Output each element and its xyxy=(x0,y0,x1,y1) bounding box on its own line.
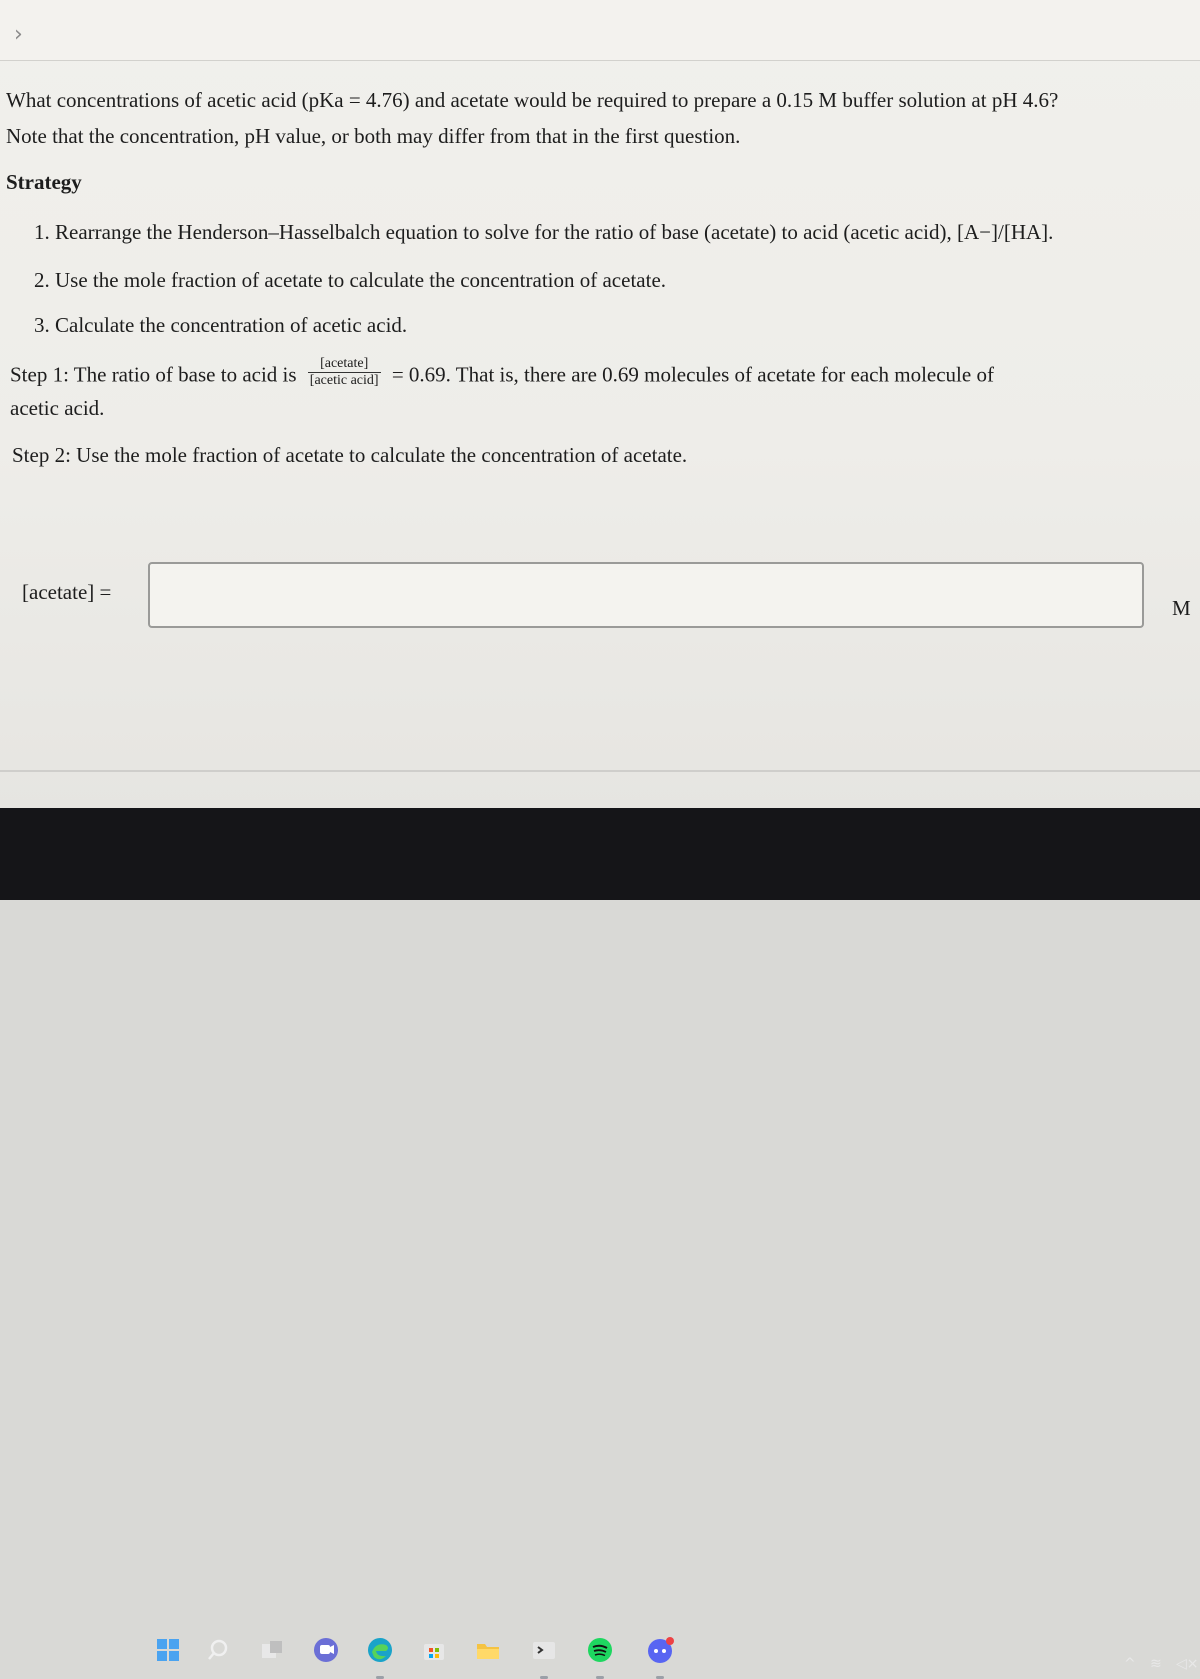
spotify-icon[interactable] xyxy=(586,1636,614,1664)
strategy-step-3: 3. Calculate the concentration of acetic acid. xyxy=(34,313,408,337)
step1-suffix: = 0.69. That is, there are 0.69 molecules of acetate for each molecule of xyxy=(391,362,994,387)
task-view-icon[interactable] xyxy=(258,1636,286,1664)
search-icon[interactable] xyxy=(204,1636,232,1664)
chevron-right-icon[interactable]: › xyxy=(14,22,23,47)
terminal-icon[interactable] xyxy=(530,1636,558,1664)
windows-start-icon[interactable] xyxy=(154,1636,182,1664)
top-toolbar xyxy=(0,0,1200,61)
strategy-step-2: 2. Use the mole fraction of acetate to calculate the concentration of acetate. xyxy=(34,268,667,292)
browser-content xyxy=(0,0,1200,812)
unit-label: M xyxy=(1172,596,1191,620)
file-explorer-icon[interactable] xyxy=(474,1636,502,1664)
step2-text: Step 2: Use the mole fraction of acetate to calculate the concentration of acetate. xyxy=(12,443,688,467)
section-divider xyxy=(0,770,1200,772)
step1-text xyxy=(10,356,994,393)
step1-prefix: Step 1: The ratio of base to acid is xyxy=(10,362,297,387)
discord-icon[interactable] xyxy=(646,1636,674,1664)
acetate-concentration-input[interactable] xyxy=(148,562,1144,628)
sound-muted-icon[interactable]: ◁× xyxy=(1176,1656,1199,1672)
question-text-line2: Note that the concentration, pH value, or both may differ from that in the first question. xyxy=(6,124,741,148)
edge-browser-icon[interactable] xyxy=(366,1636,394,1664)
fraction-denominator: [acetic acid] xyxy=(309,373,379,388)
ratio-fraction xyxy=(308,356,381,389)
teams-chat-icon[interactable] xyxy=(312,1636,340,1664)
taskbar xyxy=(0,808,1200,1672)
store-icon[interactable] xyxy=(420,1636,448,1664)
tray-overflow-icon[interactable]: ^ xyxy=(1124,1656,1136,1672)
strategy-heading: Strategy xyxy=(6,170,82,194)
fraction-numerator: [acetate] xyxy=(308,356,381,373)
strategy-step-1: 1. Rearrange the Henderson–Hasselbalch equation to solve for the ratio of base (acetate) to acid (acetic acid), [A−]/[HA]. xyxy=(34,220,1054,244)
step1-continuation: acetic acid. xyxy=(10,396,105,420)
wifi-icon[interactable]: ≋ xyxy=(1150,1656,1162,1672)
question-text-line1: What concentrations of acetic acid (pKa = 4.76) and acetate would be required to prepare a 0.15 M buffer solution at pH 4.6? xyxy=(6,88,1059,112)
acetate-answer-label: [acetate] = xyxy=(22,580,112,604)
